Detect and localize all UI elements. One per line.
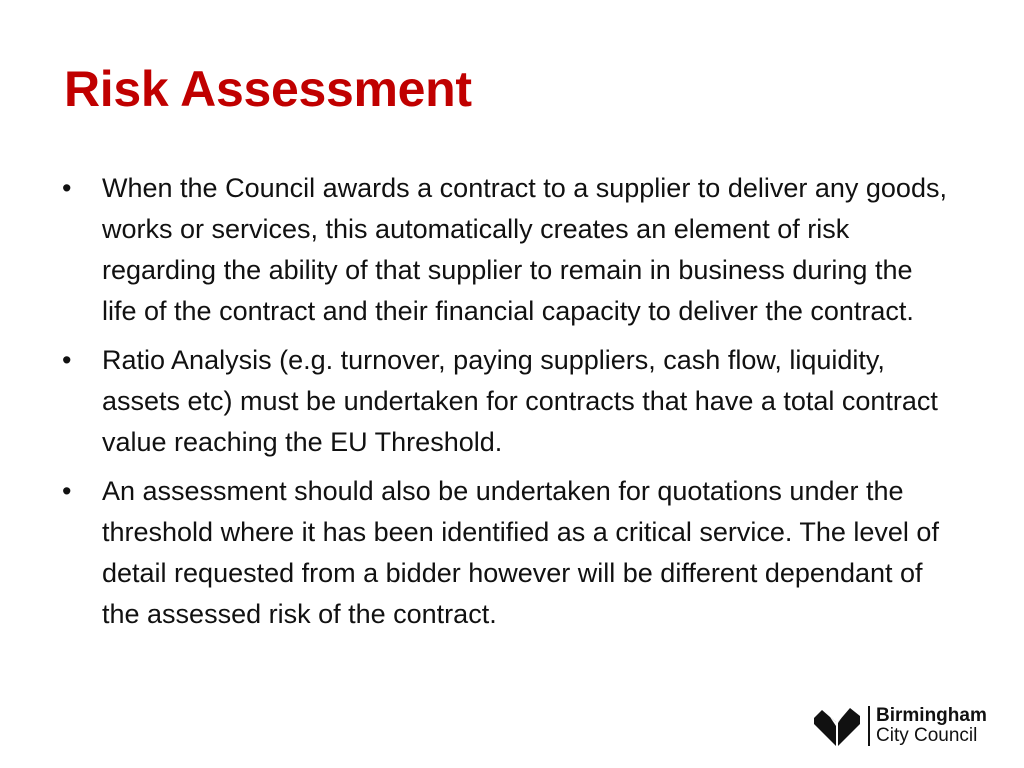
logo-line-city-council: City Council [876, 725, 978, 746]
bullet-text: When the Council awards a contract to a supplier to deliver any goods, works or services, this automatically creates an element of risk regarding the ability of that supplier to remain in business during the life of the contract and their financial capacity to deliver the contract. [102, 173, 947, 326]
bullet-list [62, 168, 952, 643]
heart-logo-icon [812, 704, 862, 748]
bullet-icon: • [62, 345, 72, 375]
logo-line-birmingham: Birmingham [876, 705, 987, 726]
bullet-text: An assessment should also be undertaken for quotations under the threshold where it has been identified as a critical service. The level of detail requested from a bidder however will be different dependant of the assessed risk of the contract. [102, 476, 939, 629]
bullet-text: Ratio Analysis (e.g. turnover, paying suppliers, cash flow, liquidity, assets etc) must be undertaken for contracts that have a total contract value reaching the EU Threshold. [102, 345, 938, 457]
bullet-item [62, 471, 952, 635]
birmingham-city-council-logo [812, 704, 1012, 748]
bullet-item [62, 168, 952, 332]
logo-divider [868, 706, 870, 746]
logo-text [876, 706, 987, 746]
bullet-icon: • [62, 476, 72, 506]
slide-title: Risk Assessment [64, 61, 472, 117]
bullet-icon: • [62, 173, 72, 203]
bullet-item [62, 340, 952, 463]
